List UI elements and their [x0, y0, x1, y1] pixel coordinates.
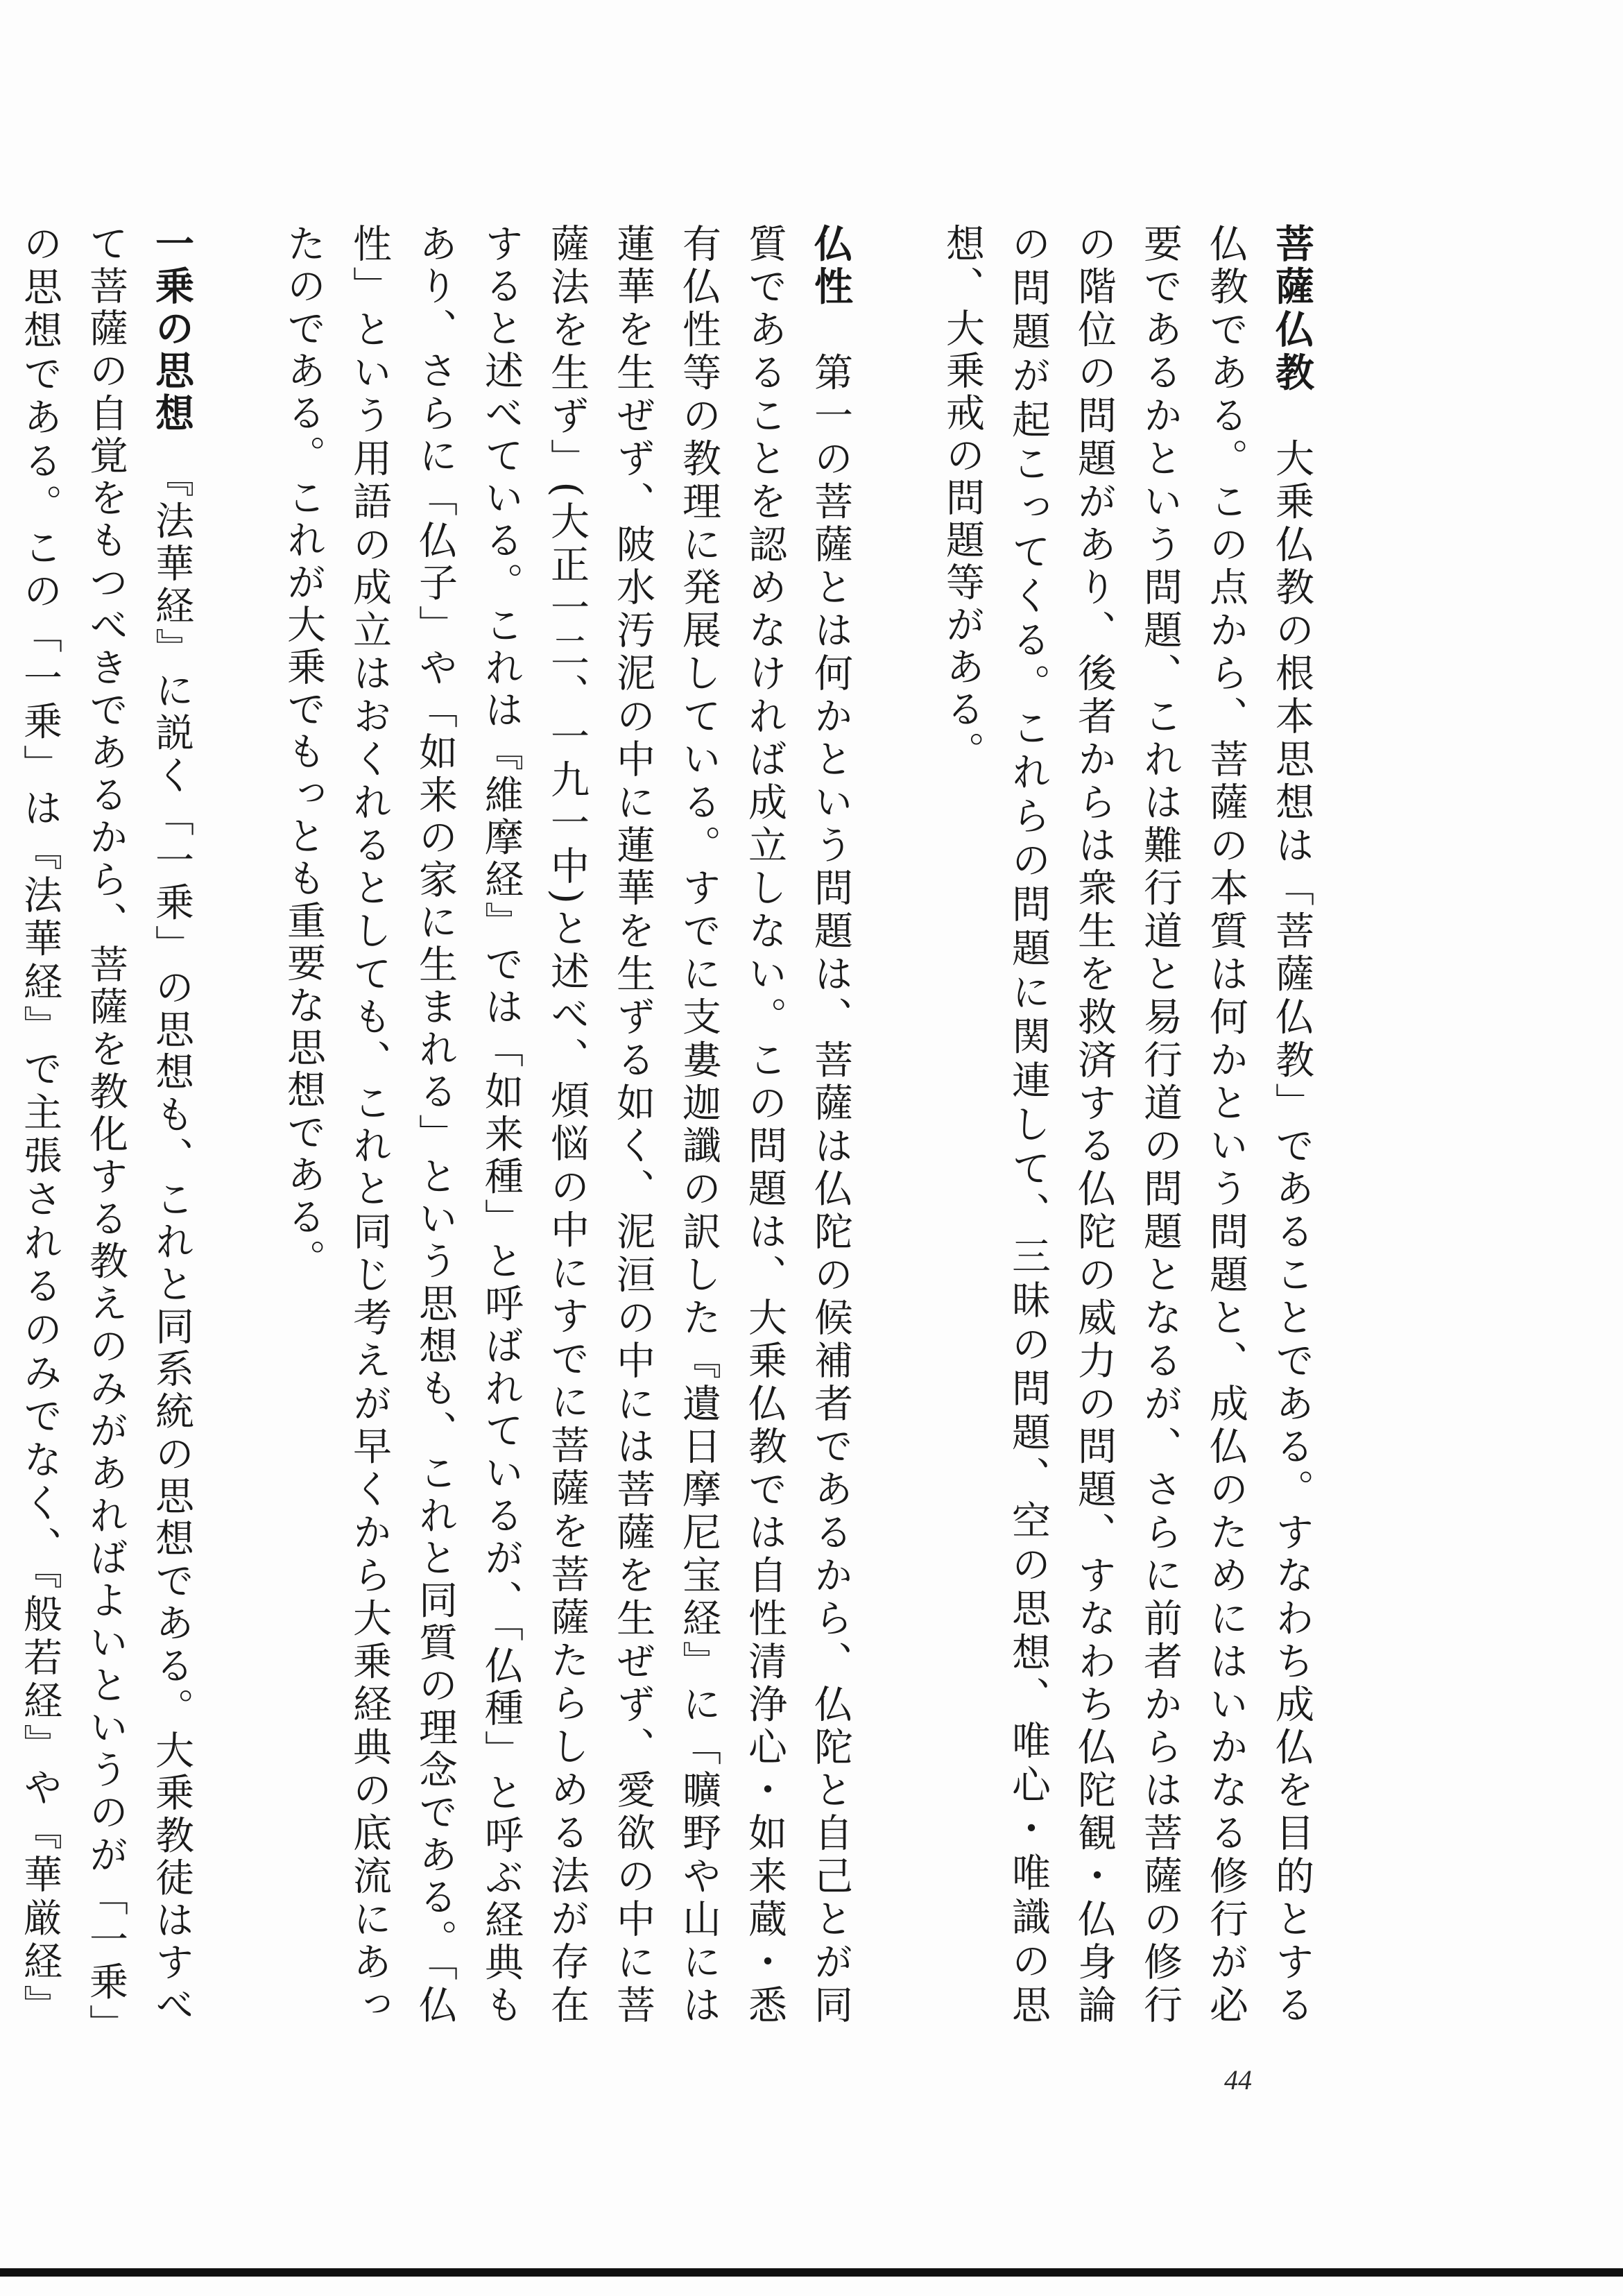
- page-number: 44: [1224, 2064, 1252, 2096]
- section-body: 大乗仏教の根本思想は「菩薩仏教」であることである。すなわち成仏を目的とする仏教である。この点から、菩薩の本質は何かという問題と、成仏のためにはいかなる修行が必要であるかという問題、これは難行道と易行道の問題となるが、さらに前者からは菩薩の修行の階位の問題があり、後者からは衆生を救済する仏陀の威力の問題、すなわち仏陀観・仏身論の問題が起こってくる。これらの問題に関連して、三昧の問題、空の思想、唯心・唯識の思想、大乗戒の問題等がある。: [940, 223, 1314, 2028]
- vertical-text-body: [17, 223, 1325, 2028]
- section-bodhisattva-buddhism: [929, 223, 1325, 2027]
- section-body: 第一の菩薩とは何かという問題は、菩薩は仏陀の候補者であるから、仏陀と自己とが同質であることを認めなければ成立しない。この問題は、大乗仏教では自性清浄心・如来蔵・悉有仏性等の教理に発展している。すでに支婁迦讖の訳した『遺日摩尼宝経』に「曠野や山には蓮華を生ぜず、陂水汚泥の中に蓮華を生ずる如く、泥洹の中には菩薩を生ぜず、愛欲の中に菩薩法を生ず」(大正一二、一九一中)と述べ、煩悩の中にすでに菩薩を菩薩たらしめる法が存在すると述べている。これは『維摩経』では「如来種」と呼ばれているが、「仏種」と呼ぶ経典もあり、さらに「仏子」や「如来の家に生まれる」という思想も、これと同質の理念である。「仏性」という用語の成立はおくれるとしても、これと同じ考えが早くから大乗経典の底流にあったのである。これが大乗でもっとも重要な思想である。: [281, 223, 853, 2028]
- section-heading: 仏性: [808, 223, 853, 309]
- section-body: 『法華経』に説く「一乗」の思想も、これと同系統の思想である。大乗教徒はすべて菩薩の自覚をもつべきであるから、菩薩を教化する教えのみがあればよいというのが「一乗」の思想である。この「一乗」は『法華経』で主張されるのみでなく、『般若経』や『華厳経』: [17, 223, 194, 2028]
- section-heading: 一乗の思想: [149, 223, 194, 436]
- bottom-scan-border: [0, 2268, 1623, 2277]
- section-one-vehicle: [0, 223, 205, 2027]
- section-heading: 菩薩仏教: [1269, 223, 1314, 395]
- section-buddha-nature: [270, 223, 864, 2027]
